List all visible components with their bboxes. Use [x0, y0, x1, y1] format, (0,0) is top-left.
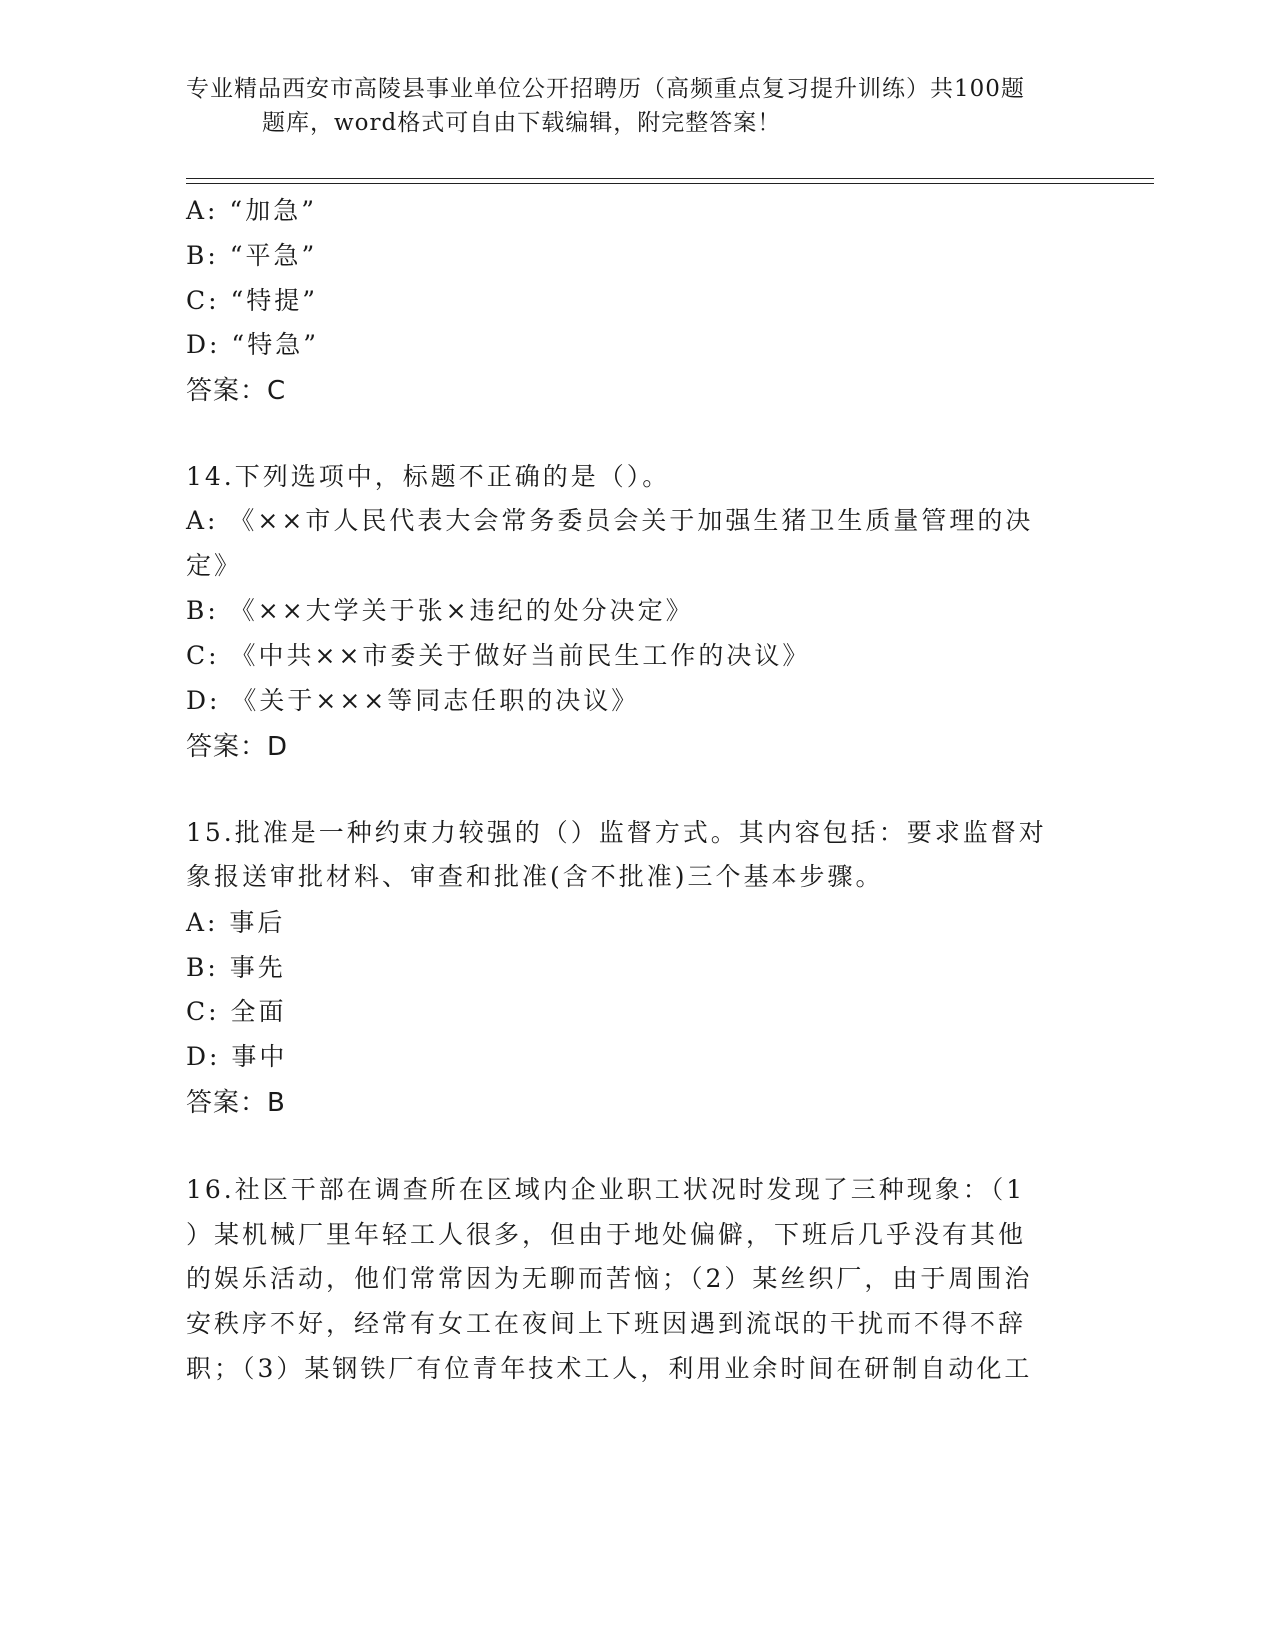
header-divider-bottom: [186, 183, 1154, 184]
q16-stem-line-2: ）某机械厂里年轻工人很多，但由于地处偏僻，下班后几乎没有其他: [186, 1220, 1027, 1249]
q14-option-b: B: 《××大学关于张×违纪的处分决定》: [186, 596, 694, 625]
q15-option-d: D: 事中: [186, 1042, 288, 1071]
q14-option-a-line-2: 定》: [186, 551, 243, 580]
q14-stem: 14.下列选项中，标题不正确的是（）。: [186, 462, 671, 491]
header-title-line-1: 专业精品西安市高陵县事业单位公开招聘历（高频重点复习提升训练）共100题: [186, 76, 1025, 102]
document-header: [186, 72, 1066, 140]
q13-option-b: B: “平急”: [186, 241, 318, 270]
q13-option-a: A: “加急”: [186, 196, 317, 225]
q15-answer: 答案：B: [186, 1088, 286, 1118]
q15-option-b: B: 事先: [186, 953, 286, 982]
q14-option-a-line-1: A: 《××市人民代表大会常务委员会关于加强生猪卫生质量管理的决: [186, 506, 1034, 535]
q16-stem-line-5: 职；（3）某钢铁厂有位青年技术工人，利用业余时间在研制自动化工: [186, 1354, 1033, 1383]
q14-option-d: D: 《关于×××等同志任职的决议》: [186, 686, 640, 715]
q14-answer: 答案：D: [186, 732, 289, 762]
q15-stem-line-1: 15.批准是一种约束力较强的（）监督方式。其内容包括：要求监督对: [186, 818, 1047, 847]
q16-stem-line-4: 安秩序不好，经常有女工在夜间上下班因遇到流氓的干扰而不得不辞: [186, 1309, 1027, 1338]
q13-option-c: C: “特提”: [186, 286, 319, 315]
header-title-line-2: 题库，word格式可自由下载编辑，附完整答案！: [262, 110, 782, 136]
q15-stem-line-2: 象报送审批材料、审查和批准(含不批准)三个基本步骤。: [186, 862, 884, 891]
q14-option-c: C: 《中共××市委关于做好当前民生工作的决议》: [186, 641, 811, 670]
header-divider-top: [186, 178, 1154, 179]
q16-stem-line-3: 的娱乐活动，他们常常因为无聊而苦恼；（2）某丝织厂，由于周围治: [186, 1264, 1033, 1293]
q13-option-d: D: “特急”: [186, 330, 319, 359]
q15-option-a: A: 事后: [186, 908, 286, 937]
q15-option-c: C: 全面: [186, 997, 287, 1026]
q16-stem-line-1: 16.社区干部在调查所在区域内企业职工状况时发现了三种现象：（1: [186, 1175, 1026, 1204]
q13-answer: 答案：C: [186, 376, 287, 406]
